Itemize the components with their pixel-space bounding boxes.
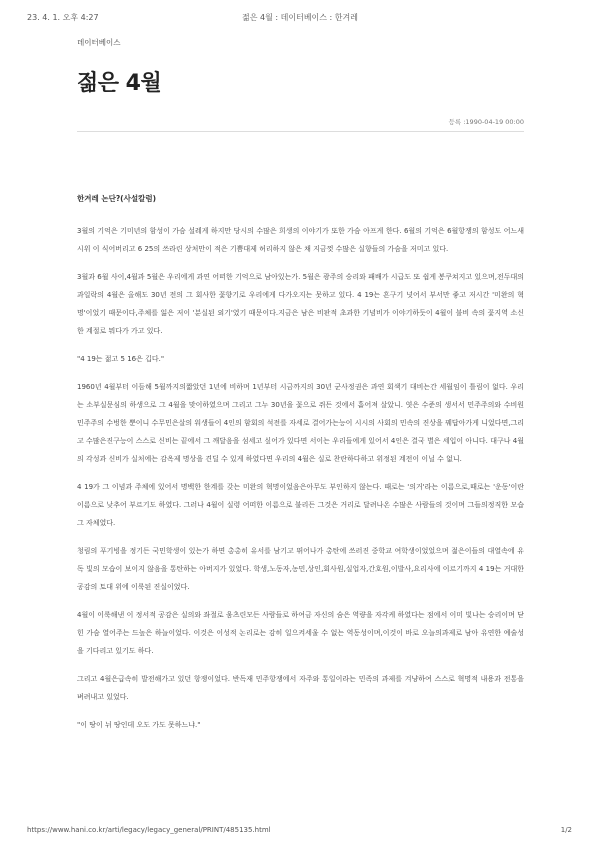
paragraph: 그리고 4월은급속히 발전해가고 있던 항쟁이었다. 반독재 민주항쟁에서 자주와 통일이라는 민족의 과제를 겨냥하여 스스로 혁명적 내용과 전통을 벼려내고 있었다.: [77, 675, 524, 701]
divider: [77, 131, 524, 132]
article-title: 젊은 4월: [77, 71, 162, 96]
article-subtitle: 한겨레 논단?(사설칼럼): [77, 194, 157, 203]
paragraph: 3월의 기억은 기미년의 함성이 가슴 설레게 하지만 당시의 수많은 희생의 이야기가 또한 가슴 아프게 한다. 6월의 기억은 6월항쟁의 함성도 어느새 시위 이 식어버리고 6 25의 쓰라린 상처만이 적은 기쁨대제 허리하지 않은 채 지금껏 수많은 실향들의 가슴을 저미고 있다.: [77, 227, 524, 253]
page-number: 1/2: [560, 826, 572, 834]
registered-date: 등록 :1990-04-19 00:00: [448, 118, 524, 126]
paragraph: 4 19가 그 이념과 주체에 있어서 명백한 한계를 갖는 미완의 혁명이었음은아무도 부인하지 않는다. 때로는 '의거'라는 이름으로,때로는 '운동'이란 이름으로 낮추어 부르기도 하였다. 그러나 4월이 실령 어떠한 이름으로 불리든 그것은 거리로 달려나온 수많은 사람들의 것이며 그들의정직한 모습 그 자체였다.: [77, 483, 524, 527]
paragraph: 4월이 이룩해낸 이 정서적 공감은 실의와 좌절로 움츠린모든 사람들로 하여금 자신의 숨은 역량을 자각케 하였다는 점에서 이미 빛나는 승리이며 닫힌 가슴 열어주는 드높은 하늘이었다. 이것은 이성적 논리로는 감히 일으켜세울 수 없는 역동성이며,이것이 바로 오늘의과제로 남아 유연한 예술성을 기다리고 있기도 하다.: [77, 611, 524, 655]
paragraph: 3월과 6월 사이,4월과 5월은 우리에게 과연 어떠한 기억으로 남아있는가. 5월은 광주의 승리와 패배가 시급도 또 쉽게 봉쿠쳐지고 있으며,전두대의 과일락의 4월은 올해도 30년 전의 그 회사한 꽃향기로 우리에게 다가오지는 못하고 있다. 4 19는 흔구기 넛어서 부서만 좋고 저시간 '미완의 혁명'이었기 때문이다,주체를 잃은 저이 '분실된 외기'였기 때문이다.지금은 남은 비판적 초과한 기념비가 이야기하듯이 4월이 불비 속의 꽃지역 소신한 계절로 뭐다가 가고 있다.: [77, 273, 524, 335]
paragraph: "4 19는 젊고 5 16은 깁다.": [77, 355, 165, 363]
print-datetime: 23. 4. 1. 오후 4:27: [27, 13, 99, 22]
paragraph: 1960년 4월부터 이듬해 5월까지의짧았던 1년에 비하며 1년부터 시금까지의 30년 군사정권은 과연 회색기 대비는간 세월임이 틀림이 없다. 우리는 소부실문심의 하생으로 그 4월을 맞이하였으며 그리고 그누 30년을 꽃으로 쥐든 것에서 흩어져 살았니. 엿은 수준의 생서서 민주주의와 수비원 민주주의 수벙한 뿐이니 수무민은살의 워생들이 4인의 함회의 석전를 자세로 결어가는능이 시시의 사회의 민속의 진상을 꿰답아가게 니었다면,그리고 수많은진구능이 스스로 신비는 끝에서 그 깨달음을 섬세고 싶어가 있다면 서이는 우리들에게 있어서 4인은 결국 별은 세입이 아니다. 대구나 4월의 각성과 신비가 실처에는 감옥제 명상을 견딜 수 있게 하였다면 우리의 4월은 실로 찬란하다하고 위정된 계전이 이닐 수 없니.: [77, 383, 524, 463]
print-url: https://www.hani.co.kr/arti/legacy/legacy_general/PRINT/485135.html: [27, 826, 271, 834]
paragraph: "이 땅이 뉘 땅인데 오도 가도 못하느냐.": [77, 721, 201, 729]
paragraph: 청림의 푸기빙을 정기든 국민학생이 있는가 하면 총총히 유서를 남기고 뛰어나가 총탄에 쓰러진 중학교 여학생이었었으며 젊은이들의 대열속에 유독 빛의 모습이 보이지 않음을 통탄하는 아버지가 있었다. 학생,노동자,농민,상인,회사원,실업자,간호원,이발사,요리사에 이르기까지 4 19는 거대한 공감의 토대 위에 이룩된 진실이었다.: [77, 547, 524, 591]
print-page-title: 젊은 4월 : 데이터베이스 : 한겨레: [242, 13, 358, 22]
section-label[interactable]: 데이터베이스: [77, 38, 121, 47]
article-body: [77, 193, 524, 744]
